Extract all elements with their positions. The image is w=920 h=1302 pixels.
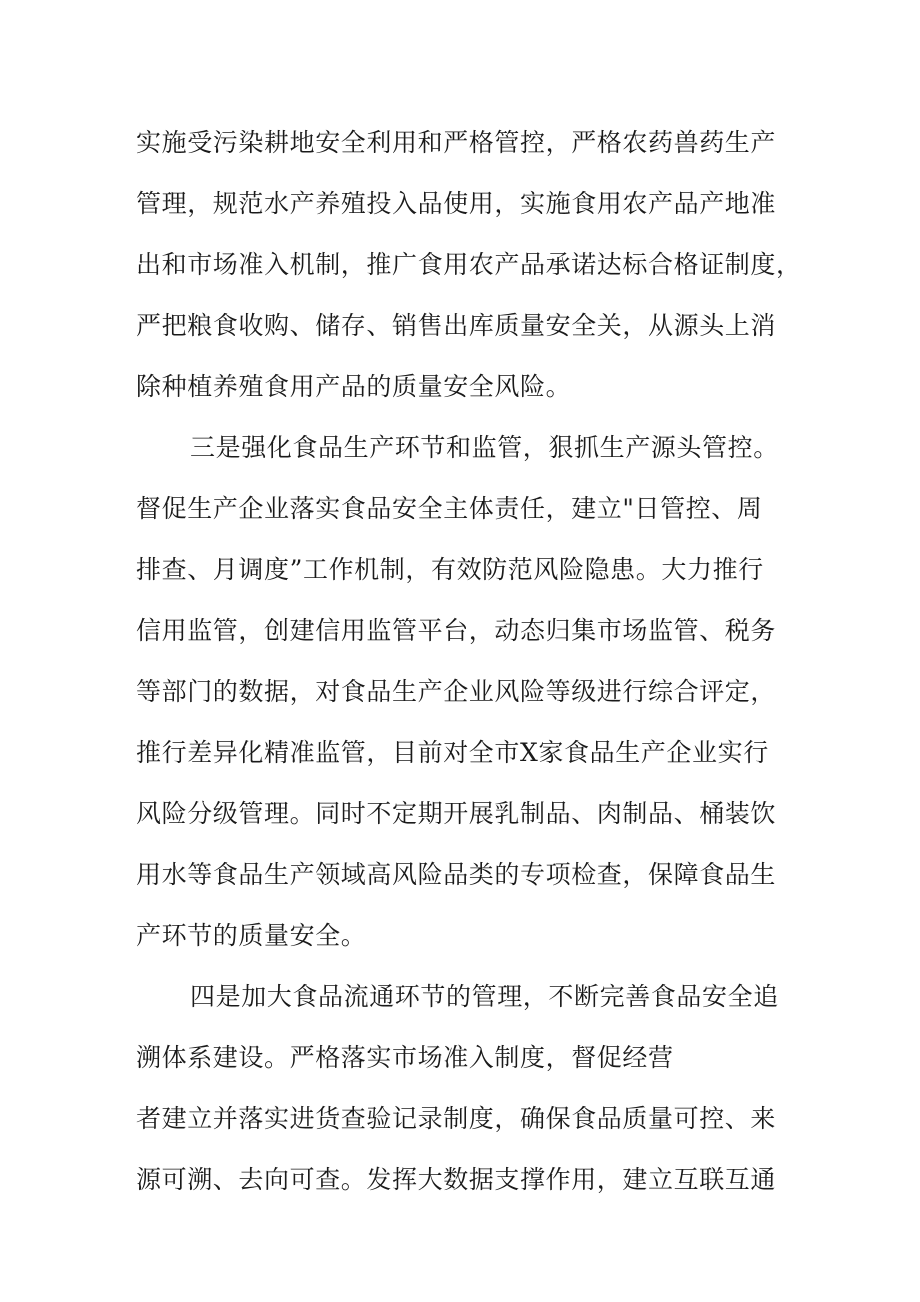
paragraph-heading-3: 三是强化食品生产环节和监管，狠抓生产源头管控。 (190, 433, 779, 462)
text-line-5: 除种植养殖食用产品的质量安全风险。 (136, 372, 572, 401)
text-line-7: 督促生产企业落实食品安全主体责任，建立"日管控、周 (136, 494, 763, 523)
paragraph-heading-4: 四是加大食品流通环节的管理，不断完善食品安全追 (190, 982, 779, 1011)
text-line-4: 严把粮食收购、储存、销售出库质量安全关，从源头上消 (136, 311, 777, 340)
text-line-12: 风险分级管理。同时不定期开展乳制品、肉制品、桶装饮 (136, 799, 777, 828)
text-line-2: 管理，规范水产养殖投入品使用，实施食用农产品产地准 (136, 189, 777, 218)
text-line-16: 溯体系建设。严格落实市场准入制度，督促经营 (136, 1043, 674, 1072)
text-line-10: 等部门的数据，对食品生产企业风险等级进行综合评定， (136, 677, 777, 706)
text-line-11: 推行差异化精准监管，目前对全市X家食品生产企业实行 (136, 738, 769, 767)
text-line-9: 信用监管，创建信用监管平台，动态归集市场监管、税务 (136, 616, 777, 645)
text-line-14: 产环节的质量安全。 (136, 921, 367, 950)
text-line-18: 源可溯、去向可查。发挥大数据支撑作用，建立互联互通 (136, 1165, 777, 1194)
text-line-13: 用水等食品生产领域高风险品类的专项检查，保障食品生 (136, 860, 777, 889)
text-line-17: 者建立并落实进货查验记录制度，确保食品质量可控、来 (136, 1104, 777, 1133)
text-line-1: 实施受污染耕地安全利用和严格管控，严格农药兽药生产 (136, 128, 777, 157)
text-line-8: 排查、月调度”工作机制，有效防范风险隐患。大力推行 (136, 555, 764, 584)
text-line-3: 出和市场准入机制，推广食用农产品承诺达标合格证制度， (136, 250, 802, 279)
